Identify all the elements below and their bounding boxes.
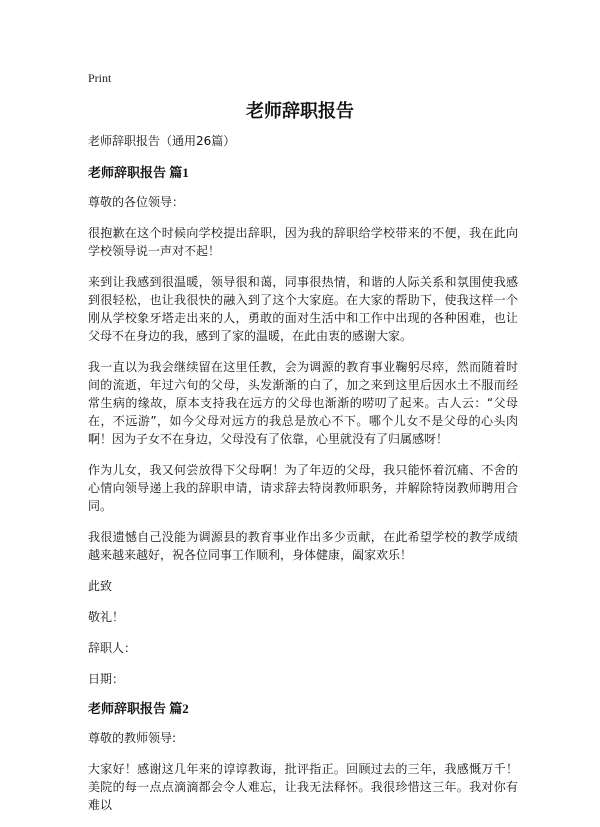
section-heading: 老师辞职报告 篇1	[88, 165, 189, 180]
closing-line: 此致	[88, 579, 113, 593]
document-subtitle: 老师辞职报告（通用26篇）	[88, 134, 236, 148]
paragraph: 来到让我感到很温暖，领导很和蔼，同事很热情，和谐的人际关系和氛围使我感到很轻松，也让我很快的融入到了这个大家庭。在大家的帮助下，使我这样一个刚从学校象牙塔走出来的人，勇敢的面对生活中和工作中出现的各种困难，也让父母不在身边的我，感到了家的温暖，在此由衷的感谢大家。	[88, 275, 518, 343]
salutation: 尊敬的教师领导:	[88, 731, 177, 745]
signature-line: 辞职人：	[88, 641, 137, 655]
paragraph: 我很遗憾自己没能为调源县的教育事业作出多少贡献，在此希望学校的教学成绩越来越来越好，祝各位同事工作顺利，身体健康，阖家欢乐！	[88, 530, 518, 562]
document-body	[88, 133, 518, 827]
paragraph: 我一直以为我会继续留在这里任教，会为调源的教育事业鞠躬尽瘁，然而随着时间的流逝，年过六旬的父母，头发渐渐的白了，加之来到这里后因水土不服而经常生病的缘故，原本支持我在远方的父母也渐渐的唠叨了起来。古人云：“父母在，不远游”，如今父母对远方的我总是放心不下。哪个儿女不是父母的心头肉啊！因为子女不在身边，父母没有了依靠，心里就没有了归属感呀！	[88, 360, 518, 446]
section-heading: 老师辞职报告 篇2	[88, 701, 189, 716]
date-line: 日期：	[88, 672, 125, 686]
paragraph: 大家好！感谢这几年来的谆谆教诲，批评指正。回顾过去的三年，我感慨万千！美院的每一点点滴滴都会令人难忘，让我无法释怀。我很珍惜这三年。我对你有难以	[88, 762, 518, 812]
document-title: 老师辞职报告	[246, 101, 354, 122]
paragraph: 作为儿女，我又何尝放得下父母啊！为了年迈的父母，我只能怀着沉痛、不舍的心情向领导递上我的辞职申请，请求辞去特岗教师职务，并解除特岗教师聘用合同。	[88, 463, 518, 513]
salutation: 尊敬的各位领导：	[88, 195, 185, 209]
closing-line: 敬礼！	[88, 610, 125, 624]
print-link[interactable]: Print	[88, 71, 112, 85]
paragraph: 很抱歉在这个时候向学校提出辞职，因为我的辞职给学校带来的不便，我在此向学校领导说一声对不起！	[88, 226, 518, 258]
